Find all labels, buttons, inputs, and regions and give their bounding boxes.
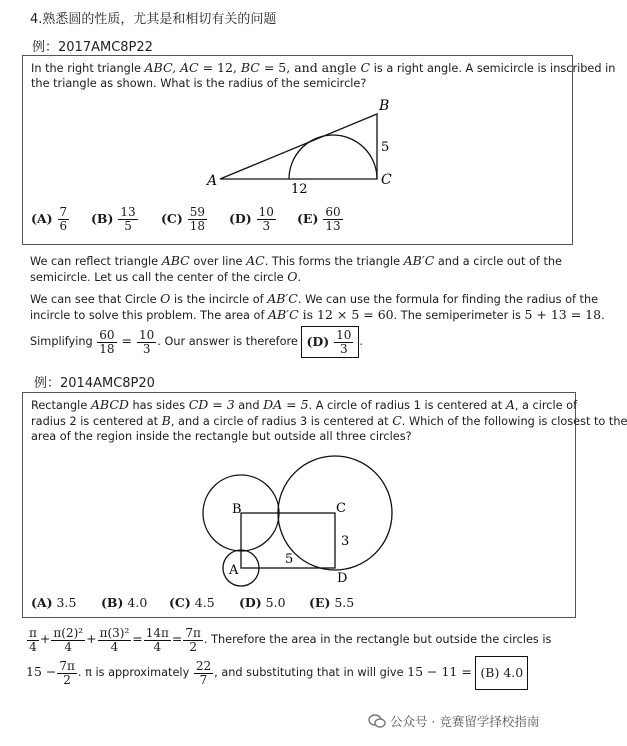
choice-a[interactable]: (A) 3.5 — [31, 595, 77, 610]
rectangle-circles-figure — [23, 393, 573, 615]
choice-c[interactable]: (C) $\frac{59}{18}$ — [161, 205, 206, 233]
label-a: A — [207, 173, 218, 189]
watermark — [368, 712, 539, 730]
answer-box-2: (B) 4.0 — [475, 656, 528, 690]
label-b: B — [379, 98, 390, 114]
solution-2-line-2: 15 − $\frac{7\pi}{2}$ . π is approximately $\frac{22}{7}$ , and substituting that in will give 15 − 11 = (B) 4.0 — [26, 656, 528, 690]
triangle-abc — [220, 114, 377, 179]
label-length-5: 5 — [285, 552, 294, 567]
label-c: C — [336, 501, 346, 516]
choice-e[interactable]: (E) $\frac{60}{13}$ — [297, 205, 341, 233]
solution-1-line-4: incircle to solve this problem. The area of AB′C is 12 × 5 = 60. The semiperimeter is 5 + 13 = 18. — [30, 307, 605, 322]
choice-d[interactable]: (D) $\frac{10}{3}$ — [229, 205, 274, 233]
example-1-label: 例：2017AMC8P22 — [32, 40, 153, 55]
label-a: A — [229, 563, 239, 578]
example-2-label: 例：2014AMC8P20 — [34, 376, 155, 391]
problem-box-1 — [22, 55, 616, 245]
semicircle — [289, 135, 377, 179]
label-b: B — [232, 502, 242, 517]
problem-2-line-2: radius 2 is centered at B, and a circle of radius 3 is centered at C. Which of the following is closest to the — [31, 413, 627, 428]
problem-1-line-1: In the right triangle ABC, AC = 12, BC = 5, and angle C is a right angle. A semicircle is inscribed in — [31, 60, 616, 75]
problem-1-line-2: the triangle as shown. What is the radius of the semicircle? — [31, 77, 367, 90]
choice-a[interactable]: (A) $\frac{7}{6}$ — [31, 205, 68, 233]
choice-e[interactable]: (E) 5.5 — [309, 595, 355, 610]
label-length-3: 3 — [341, 534, 350, 549]
label-ac-length: 12 — [291, 182, 308, 197]
label-d: D — [337, 571, 348, 586]
section-title: 4.熟悉圆的性质，尤其是和相切有关的问题 — [30, 12, 277, 27]
answer-box-1: (D) $\frac{10}{3}$ — [301, 326, 359, 358]
label-c: C — [381, 172, 392, 188]
solution-1-line-2: semicircle. Let us call the center of the circle O. — [30, 269, 302, 284]
solution-1-line-5: Simplifying $\frac{60}{18}$ = $\frac{10}{3}$ . Our answer is therefore (D) $\frac{10}{3}$ . — [30, 327, 364, 356]
problem-2-line-3: area of the region inside the rectangle but outside all three circles? — [31, 430, 412, 443]
problem-box-2 — [22, 392, 627, 618]
solution-1-line-1: We can reflect triangle ABC over line AC. This forms the triangle AB′C and a circle out of the — [30, 253, 562, 268]
choice-b[interactable]: (B) $\frac{13}{5}$ — [91, 205, 136, 233]
label-bc-length: 5 — [381, 140, 390, 155]
solution-1-line-3: We can see that Circle O is the incircle of AB′C. We can use the formula for finding the radius of the — [30, 291, 599, 306]
choice-c[interactable]: (C) 4.5 — [169, 595, 215, 610]
choice-d[interactable]: (D) 5.0 — [239, 595, 286, 610]
problem-2-line-1: Rectangle ABCD has sides CD = 3 and DA = 5. A circle of radius 1 is centered at A, a circle of — [31, 397, 578, 412]
choice-b[interactable]: (B) 4.0 — [101, 595, 148, 610]
watermark-text: 公众号 · 竞赛留学择校指南 — [389, 714, 540, 729]
wechat-icon — [368, 713, 386, 729]
solution-2-line-1: $\frac{\pi}{4}$ + $\frac{\text{π(2)²}}{4}$ + $\frac{\text{π(3)²}}{4}$ = $\frac{14\pi}{4}$ = $\frac{7\pi}{2}$ . Therefore the area in the rectangle but outside the circles is — [29, 625, 552, 654]
